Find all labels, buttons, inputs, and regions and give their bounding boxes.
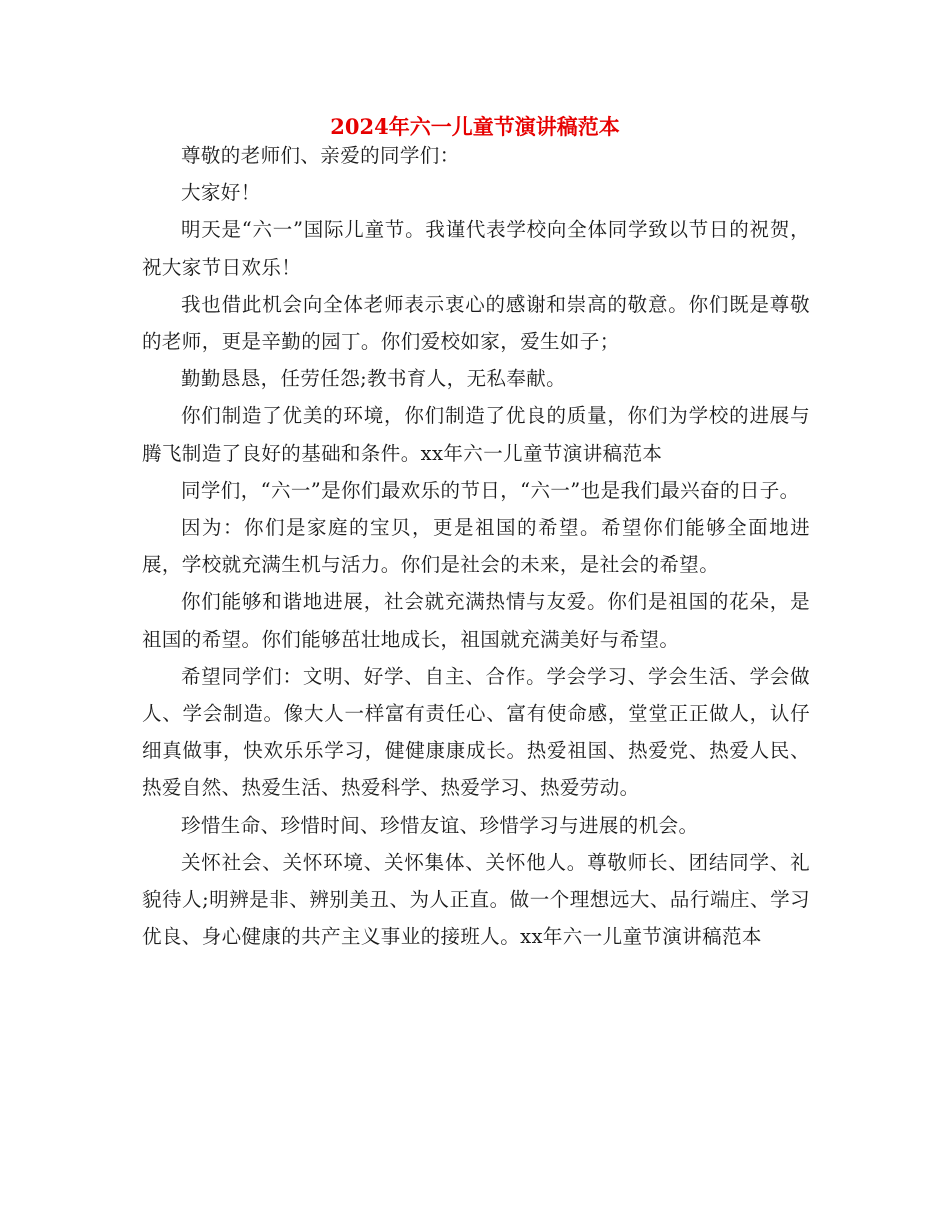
paragraph: 珍惜生命、珍惜时间、珍惜友谊、珍惜学习与进展的机会。 bbox=[181, 813, 699, 837]
paragraph-greeting: 大家好！ bbox=[181, 181, 261, 205]
paragraph: 因为：你们是家庭的宝贝，更是祖国的希望。希望你们能够全面地进展，学校就充满生机与活力。你们是社会的未来，是社会的希望。 bbox=[142, 516, 810, 577]
paragraph-salutation: 尊敬的老师们、亲爱的同学们： bbox=[181, 144, 460, 167]
paragraph: 勤勤恳恳，任劳任怨;教书育人，无私奉献。 bbox=[181, 367, 567, 391]
paragraph: 同学们，“六一”是你们最欢乐的节日，“六一”也是我们最兴奋的日子。 bbox=[181, 478, 800, 502]
paragraph: 希望同学们：文明、好学、自主、合作。学会学习、学会生活、学会做人、学会制造。像大人一样富有责任心、富有使命感，堂堂正正做人，认仔细真做事，快欢乐乐学习，健健康康成长。热爱祖国、热爱党、热爱人民、热爱自然、热爱生活、热爱科学、热爱学习、热爱劳动。 bbox=[142, 664, 810, 800]
document-title: 2024年六一儿童节演讲稿范本 bbox=[330, 114, 620, 139]
paragraph: 关怀社会、关怀环境、关怀集体、关怀他人。尊敬师长、团结同学、礼貌待人;明辨是非、辨别美丑、为人正直。做一个理想远大、品行端庄、学习优良、身心健康的共产主义事业的接班人。xx年六一儿童节演讲稿范本 bbox=[142, 850, 810, 949]
paragraph: 我也借此机会向全体老师表示衷心的感谢和崇高的敬意。你们既是尊敬的老师，更是辛勤的园丁。你们爱校如家，爱生如子； bbox=[142, 292, 810, 354]
document-body bbox=[142, 137, 810, 955]
paragraph: 明天是“六一”国际儿童节。我谨代表学校向全体同学致以节日的祝贺，祝大家节日欢乐！ bbox=[142, 218, 810, 279]
paragraph: 你们制造了优美的环境，你们制造了优良的质量，你们为学校的进展与腾飞制造了良好的基础和条件。xx年六一儿童节演讲稿范本 bbox=[142, 404, 810, 465]
paragraph: 你们能够和谐地进展，社会就充满热情与友爱。你们是祖国的花朵，是祖国的希望。你们能够茁壮地成长，祖国就充满美好与希望。 bbox=[142, 590, 810, 651]
